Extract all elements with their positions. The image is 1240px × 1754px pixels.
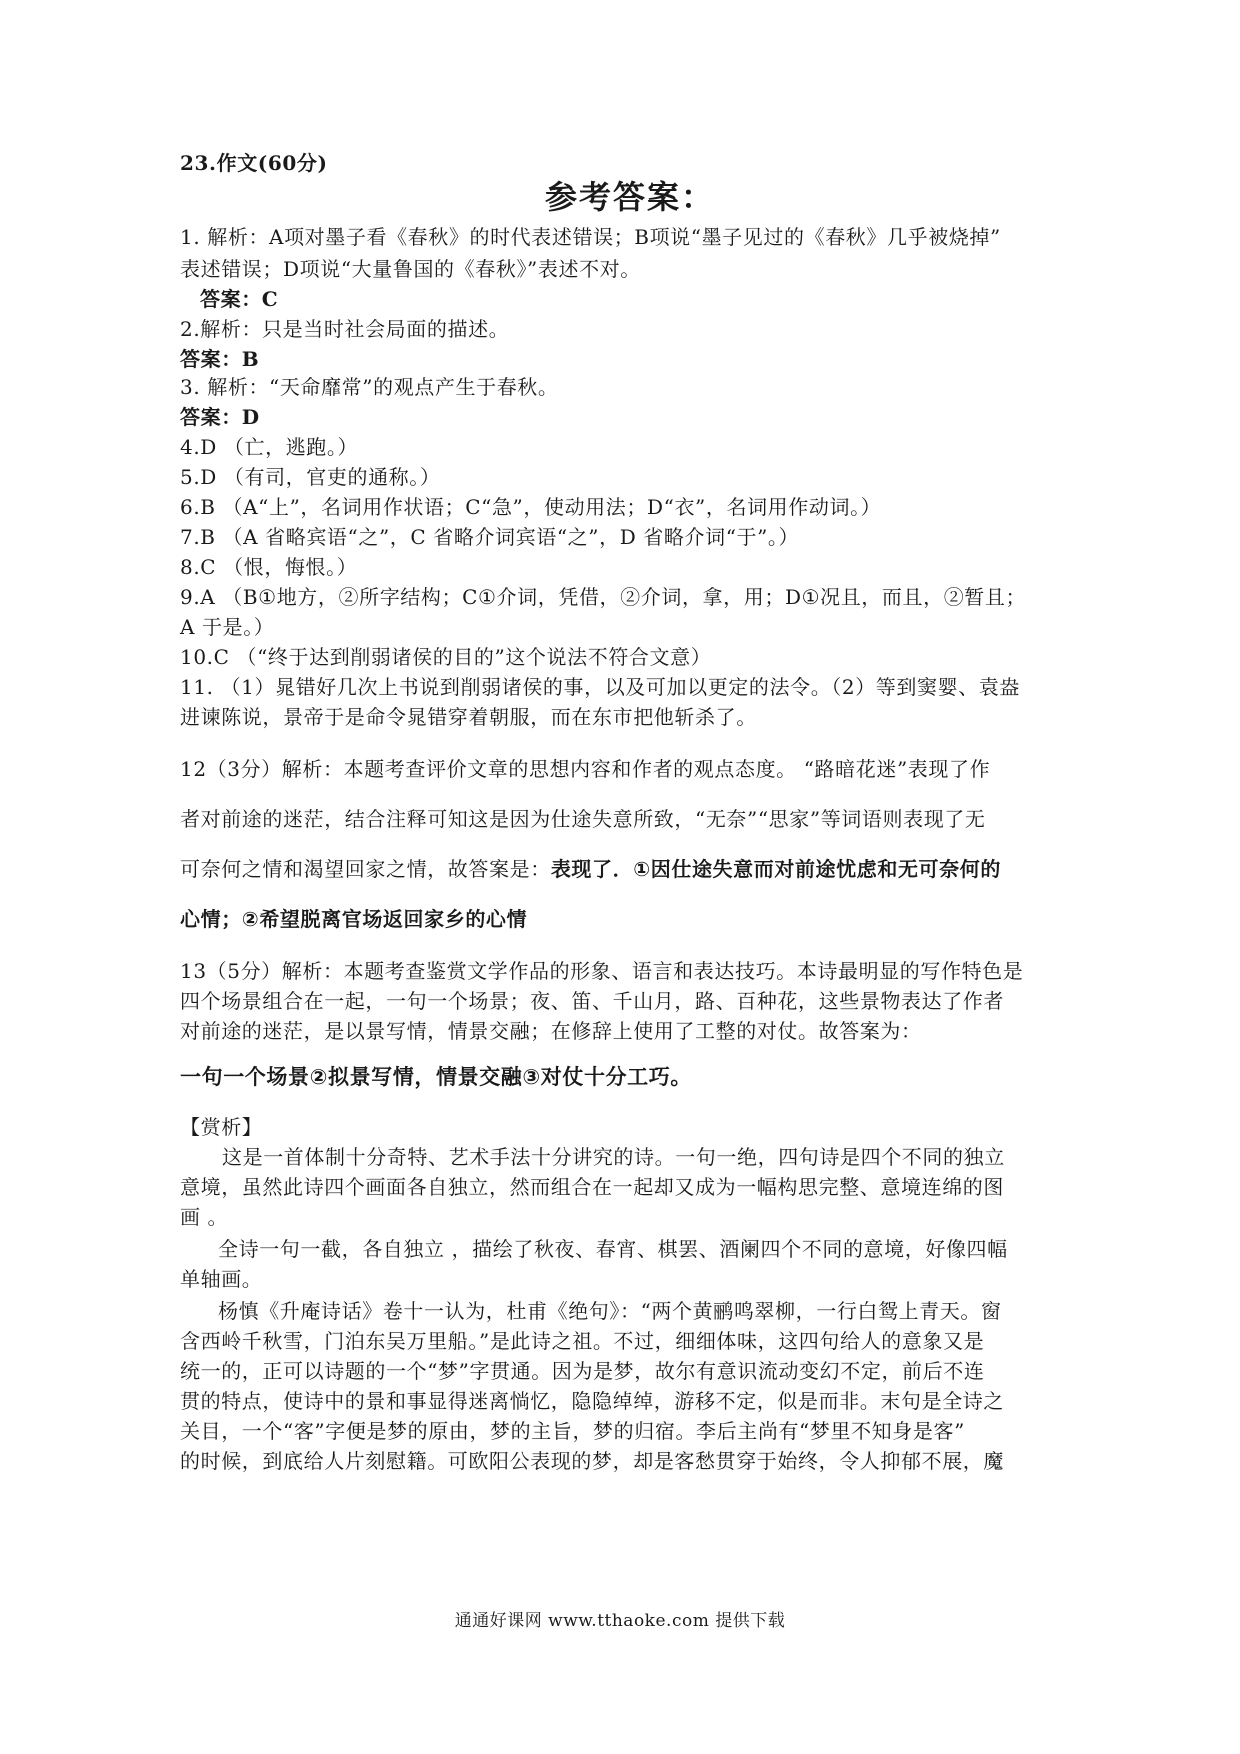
answer-4: 4.D （亡，逃跑。）	[180, 435, 359, 459]
answer-11-line-2: 进谏陈说，景帝于是命令晁错穿着朝服，而在东市把他斩杀了。	[180, 705, 757, 729]
answer-3-key: 答案：D	[180, 405, 260, 429]
answer-1-key: 答案：C	[200, 287, 279, 311]
appreciation-p2-line-1: 全诗一句一截，各自独立 ，描绘了秋夜、春宵、棋罢、酒阑四个不同的意境，好像四幅	[218, 1237, 1008, 1261]
page-title: 参考答案：	[544, 178, 715, 216]
answer-1-line-2: 表述错误；D项说“大量鲁国的《春秋》”表述不对。	[180, 257, 641, 281]
appreciation-p3-line-3: 统一的，正可以诗题的一个“梦”字贯通。因为是梦，故尔有意识流动变幻不定，前后不连	[180, 1359, 985, 1383]
answer-1-line-1: 1. 解析：A项对墨子看《春秋》的时代表述错误；B项说“墨子见过的《春秋》几乎被烧掉”	[180, 225, 1001, 249]
answer-2-line-1: 2.解析：只是当时社会局面的描述。	[180, 317, 510, 341]
appreciation-heading: 【赏析】	[180, 1115, 263, 1139]
answer-10: 10.C （“终于达到削弱诸侯的目的”这个说法不符合文意）	[180, 645, 712, 669]
appreciation-p3-line-2: 含西岭千秋雪，门泊东吴万里船。”是此诗之祖。不过，细细体味，这四句给人的意象又是	[180, 1329, 985, 1353]
appreciation-p3-line-4: 贯的特点，使诗中的景和事显得迷离惝忆，隐隐绰绰，游移不定，似是而非。末句是全诗之	[180, 1389, 1004, 1413]
appreciation-p1-line-3: 画 。	[180, 1205, 229, 1229]
answer-6: 6.B （A“上”，名词用作状语；C“急”，使动用法；D“衣”，名词用作动词。）	[180, 495, 882, 519]
appreciation-p1-line-2: 意境，虽然此诗四个画面各自独立，然而组合在一起却又成为一幅构思完整、意境连绵的图	[180, 1175, 1004, 1199]
answer-13-line-1: 13（5分）解析：本题考查鉴赏文学作品的形象、语言和表达技巧。本诗最明显的写作特色是	[180, 959, 1024, 983]
appreciation-p3-line-6: 的时候，到底给人片刻慰籍。可欧阳公表现的梦，却是客愁贯穿于始终，令人抑郁不展，魔	[180, 1449, 1004, 1473]
answer-5: 5.D （有司，官吏的通称。）	[180, 465, 441, 489]
appreciation-p1-line-1: 这是一首体制十分奇特、艺术手法十分讲究的诗。一句一绝，四句诗是四个不同的独立	[222, 1145, 1005, 1169]
answer-12-key-part-1: 表现了．①因仕途失意而对前途忧虑和无可奈何的	[550, 857, 1001, 881]
answer-9-line-2: A 于是。）	[180, 615, 275, 639]
appreciation-p3-line-1: 杨慎《升庵诗话》卷十一认为，杜甫《绝句》：“两个黄鹂鸣翠柳，一行白鸳上青天。窗	[218, 1299, 1002, 1323]
answer-7: 7.B （A 省略宾语“之”，C 省略介词宾语“之”，D 省略介词“于”。）	[180, 525, 800, 549]
answer-11-line-1: 11. （1）晁错好几次上书说到削弱诸侯的事，以及可加以更定的法令。（2）等到窦婴、袁盎	[180, 675, 1021, 699]
appreciation-p3-line-5: 关目，一个“客”字便是梦的原由，梦的主旨，梦的归宿。李后主尚有“梦里不知身是客”	[180, 1419, 965, 1443]
answer-12-line-2: 者对前途的迷茫，结合注释可知这是因为仕途失意所致，“无奈”“思家”等词语则表现了无	[180, 807, 986, 831]
appreciation-p2-line-2: 单轴画。	[180, 1267, 263, 1291]
answer-2-key: 答案：B	[180, 347, 260, 371]
essay-question-header: 23.作文(60分)	[180, 151, 328, 175]
answer-12-line-3-text: 可奈何之情和渴望回家之情，故答案是：	[180, 857, 551, 881]
page-footer: 通通好课网 www.tthaoke.com 提供下载	[454, 1611, 786, 1631]
answer-12-line-1: 12（3分）解析：本题考查评价文章的思想内容和作者的观点态度。 “路暗花迷”表现了作	[180, 757, 991, 781]
answer-8: 8.C （恨，悔恨。）	[180, 555, 358, 579]
answer-13-key: 一句一个场景②拟景写情，情景交融③对仗十分工巧。	[180, 1065, 692, 1089]
answer-12-key-part-2: 心情；②希望脱离官场返回家乡的心情	[180, 907, 528, 931]
answer-13-line-2: 四个场景组合在一起，一句一个场景；夜、笛、千山月，路、百种花，这些景物表达了作者	[180, 989, 1004, 1013]
answer-3-line-1: 3. 解析：“天命靡常”的观点产生于春秋。	[180, 375, 559, 399]
answer-9-line-1: 9.A （B①地方，②所字结构；C①介词，凭借，②介词，拿，用；D①况且，而且，②暂且；	[180, 585, 1027, 609]
answer-12-line-3	[180, 856, 1001, 882]
answer-13-line-3: 对前途的迷茫，是以景写情，情景交融；在修辞上使用了工整的对仗。故答案为：	[180, 1019, 922, 1043]
